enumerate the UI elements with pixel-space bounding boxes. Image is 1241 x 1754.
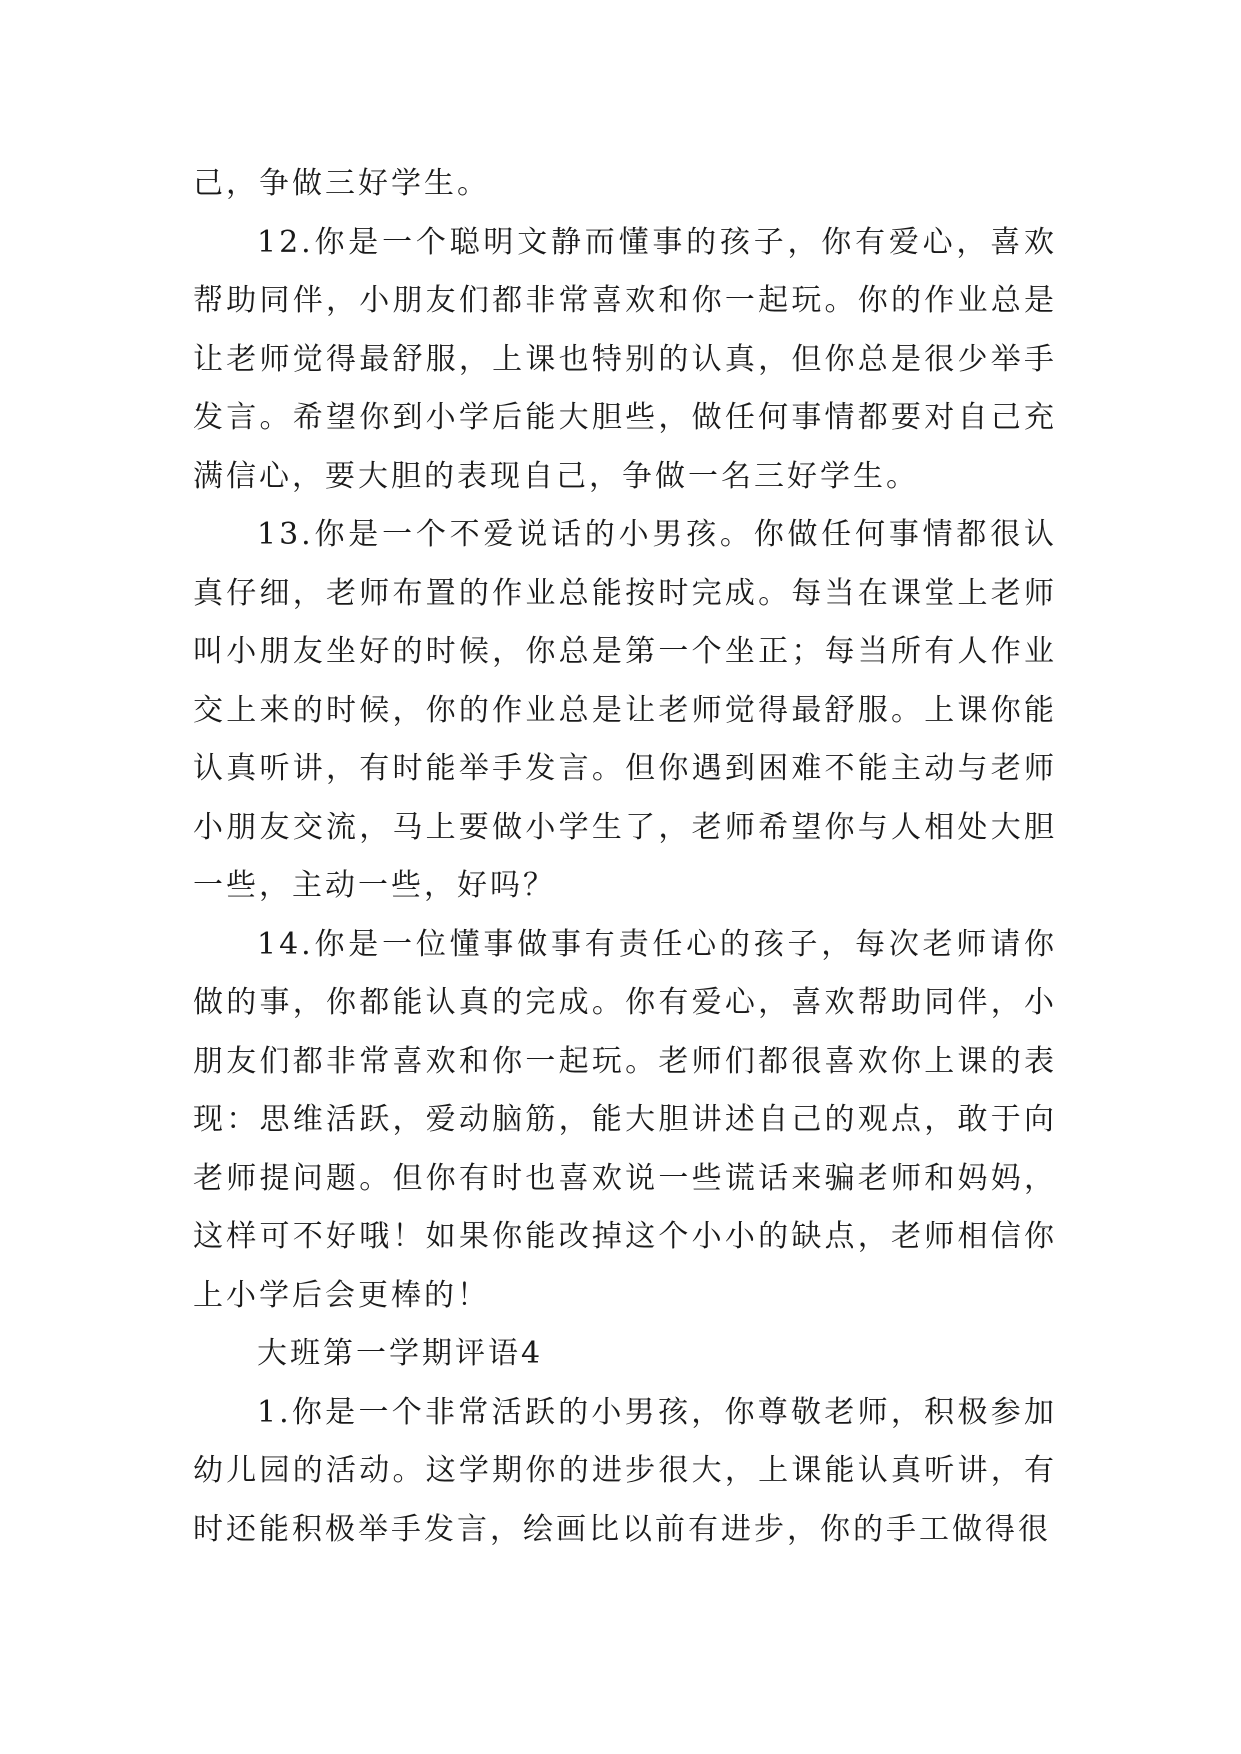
section-heading: 大班第一学期评语4 [257,1336,544,1371]
paragraph-continuation: 己，争做三好学生。 [193,166,490,201]
paragraph-comment-13: 13.你是一个不爱说话的小男孩。你做任何事情都很认真仔细，老师布置的作业总能按时完成。每当在课堂上老师叫小朋友坐好的时候，你总是第一个坐正；每当所有人作业交上来的时候，你的作业总是让老师觉得最舒服。上课你能认真听讲，有时能举手发言。但你遇到困难不能主动与老师小朋友交流，马上要做小学生了，老师希望你与人相处大胆一些，主动一些，好吗？ [193,517,1057,903]
paragraph-comment-12: 12.你是一个聪明文静而懂事的孩子，你有爱心，喜欢帮助同伴，小朋友们都非常喜欢和你一起玩。你的作业总是让老师觉得最舒服，上课也特别的认真，但你总是很少举手发言。希望你到小学后能大胆些，做任何事情都要对自己充满信心，要大胆的表现自己，争做一名三好学生。 [193,224,1057,494]
paragraph-comment-1: 1.你是一个非常活跃的小男孩，你尊敬老师，积极参加幼儿园的活动。这学期你的进步很大，上课能认真听讲，有时还能积极举手发言，绘画比以前有进步，你的手工做得很 [193,1394,1057,1547]
paragraph-comment-14: 14.你是一位懂事做事有责任心的孩子，每次老师请你做的事，你都能认真的完成。你有爱心，喜欢帮助同伴，小朋友们都非常喜欢和你一起玩。老师们都很喜欢你上课的表现：思维活跃，爱动脑筋，能大胆讲述自己的观点，敢于向老师提问题。但你有时也喜欢说一些谎话来骗老师和妈妈，这样可不好哦！如果你能改掉这个小小的缺点，老师相信你上小学后会更棒的！ [193,926,1057,1313]
document-body [193,155,1057,1559]
